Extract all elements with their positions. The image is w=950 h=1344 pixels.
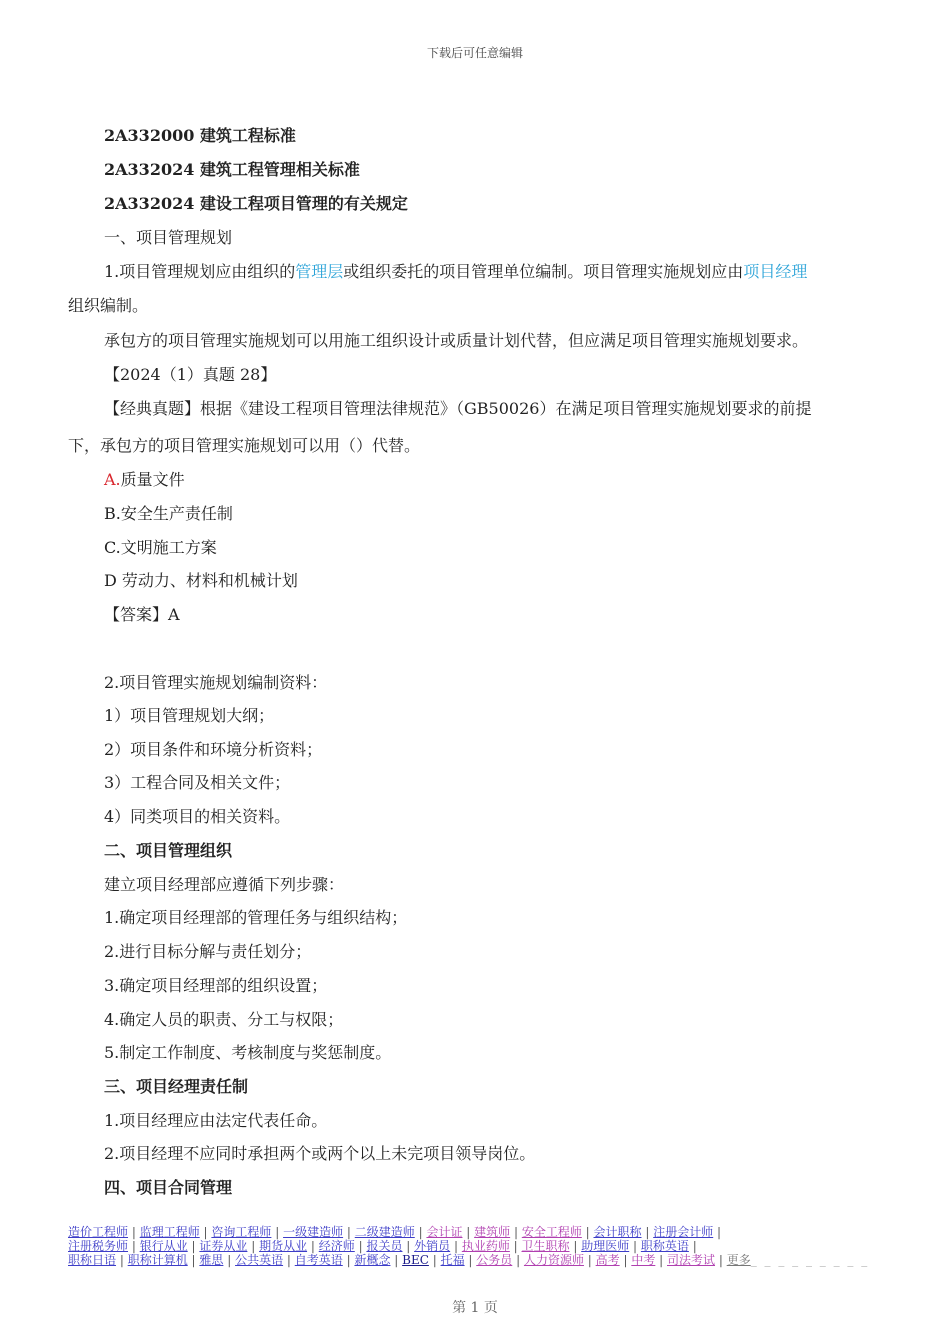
footer-link[interactable]: 建筑师 <box>474 1225 511 1239</box>
footer-link[interactable]: 托福 <box>440 1253 465 1267</box>
footer-link[interactable]: 执业药师 <box>461 1239 510 1253</box>
list-item: 3.确定项目经理部的组织设置； <box>104 976 328 995</box>
footer-separator: | <box>342 1253 355 1267</box>
footer-link[interactable]: BEC <box>402 1253 429 1267</box>
footer-separator: | <box>307 1239 319 1253</box>
footer-separator: | <box>619 1253 632 1267</box>
paragraph-planning-1-cont: 组织编制。 <box>68 296 149 315</box>
footer-link[interactable]: 职称日语 <box>68 1253 117 1267</box>
heading-planning: 一、项目管理规划 <box>104 228 233 247</box>
footer-separator: | <box>343 1225 355 1239</box>
title-section: 2A332024 建筑工程管理相关标准 <box>104 160 360 179</box>
footer-link[interactable]: 公务员 <box>476 1253 513 1267</box>
list-item: 1.确定项目经理部的管理任务与组织结构； <box>104 908 408 927</box>
footer-link[interactable]: 公共英语 <box>235 1253 284 1267</box>
footer-link[interactable]: 新概念 <box>354 1253 391 1267</box>
list-item: 2）项目条件和环境分析资料； <box>104 740 323 759</box>
footer-link[interactable]: 期货从业 <box>259 1239 308 1253</box>
option-d: D 劳动力、材料和机械计划 <box>104 571 298 590</box>
title-chapter: 2A332000 建筑工程标准 <box>104 126 296 145</box>
paragraph-planning-1 <box>104 262 807 282</box>
footer-link[interactable]: 会计证 <box>426 1225 463 1239</box>
footer-links-row-1 <box>68 1225 721 1239</box>
highlight-project-manager: 项目经理 <box>743 262 808 281</box>
list-item: 2.进行目标分解与责任划分； <box>104 942 312 961</box>
footer-link[interactable]: 报关员 <box>366 1239 403 1253</box>
option-a-text: 质量文件 <box>120 470 185 489</box>
footer-separator: | <box>509 1239 522 1253</box>
list-item: 1）项目管理规划大纲； <box>104 706 275 725</box>
footer-link[interactable]: 二级建造师 <box>354 1225 415 1239</box>
footer-separator: | <box>450 1239 462 1253</box>
footer-link[interactable]: 外销员 <box>414 1239 451 1253</box>
footer-separator: | <box>581 1225 594 1239</box>
footer-link[interactable]: 经济师 <box>318 1239 355 1253</box>
footer-separator: | <box>688 1239 697 1253</box>
footer-link[interactable]: 安全工程师 <box>521 1225 582 1239</box>
footer-link[interactable]: 人力资源师 <box>523 1253 584 1267</box>
page-header: 下载后可任意编辑 <box>426 46 523 60</box>
option-c: C.文明施工方案 <box>104 538 217 557</box>
footer-separator: | <box>271 1225 284 1239</box>
answer: 【答案】A <box>104 605 180 624</box>
footer-link[interactable]: 卫生职称 <box>521 1239 570 1253</box>
heading-responsibility: 三、项目经理责任制 <box>104 1077 249 1096</box>
footer-dash-line: _ _ _ _ _ _ _ _ _ <box>750 1253 870 1267</box>
footer-link[interactable]: 司法考试 <box>667 1253 716 1267</box>
footer-link[interactable]: 一级建造师 <box>283 1225 344 1239</box>
footer-separator: | <box>510 1225 522 1239</box>
footer-link[interactable]: 助理医师 <box>581 1239 630 1253</box>
footer-separator: | <box>629 1239 641 1253</box>
question-line-1: 【经典真题】根据《建设工程项目管理法律规范》（GB50026）在满足项目管理实施规划要求的前提 <box>104 399 812 418</box>
footer-separator: | <box>187 1253 200 1267</box>
footer-separator: | <box>116 1253 128 1267</box>
footer-separator: | <box>128 1225 140 1239</box>
option-b: B.安全生产责任制 <box>104 504 233 523</box>
footer-link[interactable]: 雅思 <box>199 1253 224 1267</box>
footer-separator: | <box>199 1225 212 1239</box>
list-item: 3）工程合同及相关文件； <box>104 773 291 792</box>
footer-separator: | <box>583 1253 596 1267</box>
footer-separator: | <box>462 1225 475 1239</box>
footer-separator: | <box>283 1253 295 1267</box>
footer-link[interactable]: 证券从业 <box>199 1239 248 1253</box>
option-a-letter: A. <box>104 470 121 489</box>
list-item: 5.制定工作制度、考核制度与奖惩制度。 <box>104 1043 392 1062</box>
list-item: 2.项目经理不应同时承担两个或两个以上未完项目领导岗位。 <box>104 1144 536 1163</box>
list-item: 4.确定人员的职责、分工与权限； <box>104 1010 344 1029</box>
list-item: 4）同类项目的相关资料。 <box>104 807 291 826</box>
footer-link[interactable]: 造价工程师 <box>68 1225 129 1239</box>
footer-separator: | <box>390 1253 403 1267</box>
page-number: 第 1 页 <box>452 1300 498 1316</box>
list-item: 1.项目经理应由法定代表任命。 <box>104 1111 328 1130</box>
heading-contract: 四、项目合同管理 <box>104 1178 233 1197</box>
footer-links-row-2 <box>68 1239 697 1253</box>
exam-tag: 【2024（1）真题 28】 <box>104 365 277 384</box>
footer-separator: | <box>655 1253 667 1267</box>
paragraph-text: 1.项目管理规划应由组织的 <box>104 262 296 281</box>
footer-separator: | <box>512 1253 524 1267</box>
footer-separator: | <box>402 1239 415 1253</box>
footer-separator: | <box>715 1253 727 1267</box>
footer-separator: | <box>428 1253 441 1267</box>
paragraph-organization-intro: 建立项目经理部应遵循下列步骤： <box>104 875 345 894</box>
footer-separator: | <box>354 1239 367 1253</box>
footer-link[interactable]: 会计职称 <box>593 1225 642 1239</box>
highlight-management-layer: 管理层 <box>295 262 344 281</box>
footer-link[interactable]: 注册会计师 <box>653 1225 714 1239</box>
title-subsection: 2A332024 建设工程项目管理的有关规定 <box>104 194 408 213</box>
heading-organization: 二、项目管理组织 <box>104 841 233 860</box>
footer-link[interactable]: 注册税务师 <box>68 1239 129 1253</box>
footer-separator: | <box>187 1239 200 1253</box>
footer-link[interactable]: 中考 <box>631 1253 656 1267</box>
footer-separator: | <box>464 1253 477 1267</box>
footer-separator: | <box>414 1225 427 1239</box>
footer-separator: | <box>569 1239 582 1253</box>
footer-link[interactable]: 高考 <box>595 1253 620 1267</box>
footer-separator: | <box>641 1225 654 1239</box>
option-a <box>104 470 185 490</box>
footer-link[interactable]: 咨询工程师 <box>211 1225 272 1239</box>
footer-separator: | <box>247 1239 260 1253</box>
footer-link[interactable]: 自考英语 <box>294 1253 343 1267</box>
footer-separator: | <box>223 1253 236 1267</box>
footer-link[interactable]: 职称英语 <box>640 1239 689 1253</box>
question-line-2: 下，承包方的项目管理实施规划可以用（）代替。 <box>68 436 421 455</box>
footer-link[interactable]: 监理工程师 <box>139 1225 200 1239</box>
paragraph-planning-2: 承包方的项目管理实施规划可以用施工组织设计或质量计划代替，但应满足项目管理实施规划要求。 <box>104 331 809 350</box>
footer-separator: | <box>128 1239 140 1253</box>
footer-link-more[interactable]: 更多 <box>726 1253 751 1267</box>
footer-links-row-3 <box>68 1253 869 1267</box>
paragraph-materials: 2.项目管理实施规划编制资料： <box>104 673 328 692</box>
paragraph-text: 或组织委托的项目管理单位编制。项目管理实施规划应由 <box>343 262 744 281</box>
footer-link[interactable]: 银行从业 <box>139 1239 188 1253</box>
footer-link[interactable]: 职称计算机 <box>127 1253 188 1267</box>
footer-separator: | <box>713 1225 722 1239</box>
